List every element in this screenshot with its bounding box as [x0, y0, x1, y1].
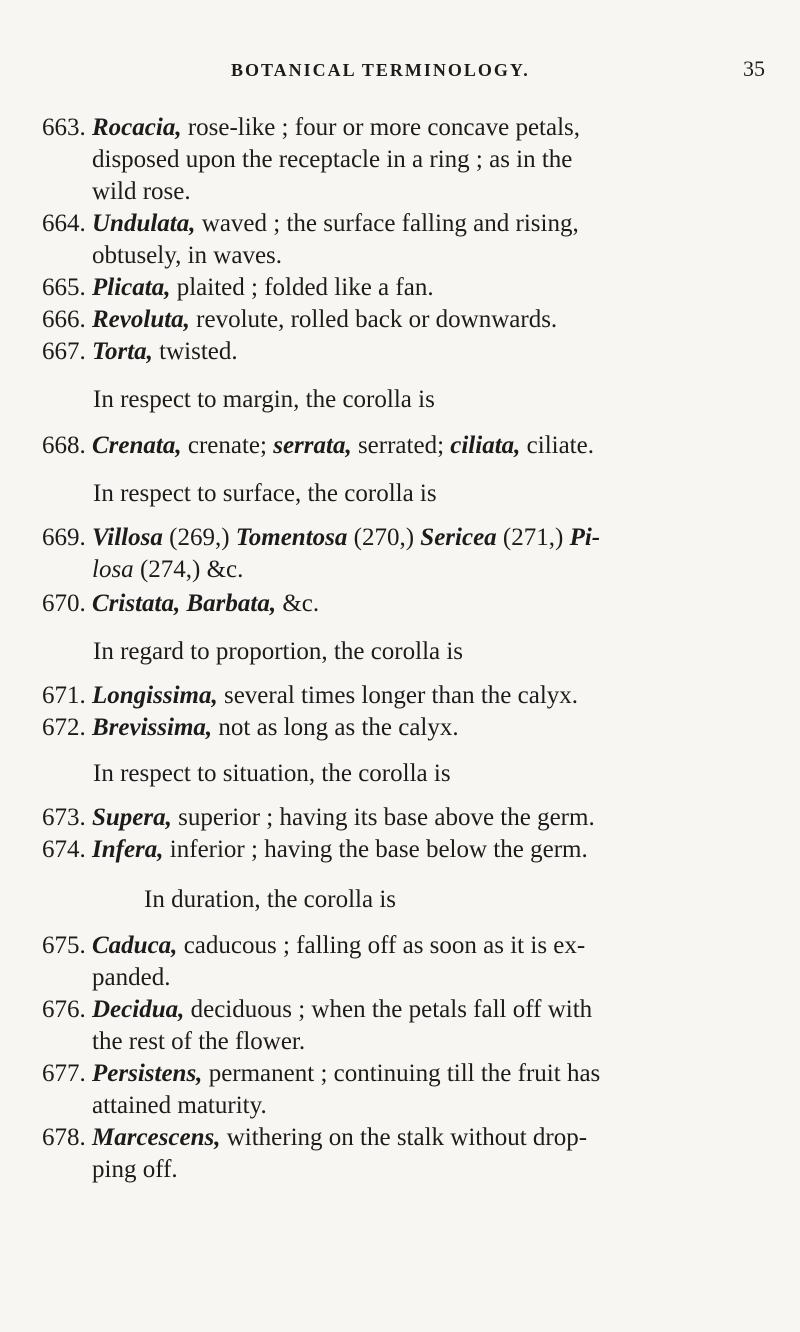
entry-text: serrated; — [351, 432, 451, 459]
entry-number: 670. — [42, 590, 86, 617]
entry-term: Crenata, — [92, 432, 182, 459]
entry-text: the rest of the flower. — [92, 1028, 306, 1055]
entry-text: inferior ; having the base below the germ. — [163, 836, 588, 863]
entry-text: deciduous ; when the petals fall off with — [184, 996, 593, 1023]
section-heading: In duration, the corolla is — [144, 886, 397, 913]
entry-text: disposed upon the receptacle in a ring ; as in the — [92, 146, 573, 173]
entry-text: crenate; — [181, 432, 274, 459]
entry-text: plaited ; folded like a fan. — [170, 274, 434, 301]
entry-668 — [42, 430, 642, 462]
section-heading: In respect to margin, the corolla is — [93, 386, 435, 413]
entry-677 — [42, 1058, 642, 1122]
entry-665 — [42, 272, 642, 304]
entry-number: 669. — [42, 524, 86, 551]
entry-673 — [42, 802, 642, 834]
entry-number: 676. — [42, 996, 86, 1023]
running-head: BOTANICAL TERMINOLOGY. — [231, 60, 530, 80]
page-number: 35 — [743, 56, 765, 81]
entry-text: (271,) — [496, 524, 570, 551]
entry-term: Longissima, — [92, 682, 218, 709]
entry-number: 665. — [42, 274, 86, 301]
entry-number: 668. — [42, 432, 86, 459]
entry-666 — [42, 304, 642, 336]
entry-text: &c. — [276, 590, 320, 617]
section-heading: In respect to surface, the corolla is — [93, 480, 437, 507]
entry-text: obtusely, in waves. — [92, 242, 283, 269]
entry-number: 667. — [42, 338, 86, 365]
entry-669 — [42, 522, 642, 586]
entry-term: Supera, — [92, 804, 172, 831]
entry-term: Plicata, — [92, 274, 171, 301]
entry-number: 678. — [42, 1124, 86, 1151]
entry-number: 677. — [42, 1060, 86, 1087]
entry-term: Torta, — [92, 338, 153, 365]
entry-text: twisted. — [152, 338, 238, 365]
entry-675 — [42, 930, 642, 994]
entry-664 — [42, 208, 642, 272]
section-heading: In regard to proportion, the corolla is — [93, 638, 464, 665]
entry-670 — [42, 588, 642, 620]
entry-number: 673. — [42, 804, 86, 831]
entry-number: 675. — [42, 932, 86, 959]
entry-term: Villosa — [92, 524, 163, 551]
entry-term: Brevissima, — [92, 714, 213, 741]
entry-term: Decidua, — [92, 996, 185, 1023]
entry-text: attained maturity. — [92, 1092, 267, 1119]
entry-text: (269,) — [162, 524, 236, 551]
entry-number: 672. — [42, 714, 86, 741]
entry-text: (270,) — [347, 524, 421, 551]
entry-number: 666. — [42, 306, 86, 333]
entry-term: serrata, — [273, 432, 352, 459]
entry-text: withering on the stalk without drop- — [220, 1124, 588, 1151]
entry-text: ciliate. — [520, 432, 594, 459]
entry-text: waved ; the surface falling and rising, — [195, 210, 579, 237]
entry-text: rose-like ; four or more concave petals, — [181, 114, 581, 141]
entry-term: Rocacia, — [92, 114, 182, 141]
entry-term: Undulata, — [92, 210, 196, 237]
entry-663 — [42, 112, 642, 208]
entry-term: Sericea — [420, 524, 497, 551]
entry-text: wild rose. — [92, 178, 191, 205]
entry-term: Revoluta, — [92, 306, 190, 333]
entry-number: 671. — [42, 682, 86, 709]
entry-667 — [42, 336, 642, 368]
entry-text: several times longer than the calyx. — [217, 682, 579, 709]
entry-term: Caduca, — [92, 932, 178, 959]
entry-term: Marcescens, — [92, 1124, 221, 1151]
entry-number: 664. — [42, 210, 86, 237]
entry-text: superior ; having its base above the germ. — [171, 804, 595, 831]
entry-671 — [42, 680, 642, 712]
entry-678 — [42, 1122, 642, 1186]
entry-text: (274,) &c. — [133, 556, 244, 583]
entry-672 — [42, 712, 642, 744]
entry-term: Infera, — [92, 836, 164, 863]
entry-term: Cristata, Barbata, — [92, 590, 277, 617]
section-heading: In respect to situation, the corolla is — [93, 760, 451, 787]
entry-term: Tomentosa — [235, 524, 348, 551]
entry-text: panded. — [92, 964, 171, 991]
entry-text: revolute, rolled back or downwards. — [189, 306, 558, 333]
entry-text: caducous ; falling off as soon as it is ex- — [177, 932, 586, 959]
entry-number: 674. — [42, 836, 86, 863]
entry-term: ciliata, — [450, 432, 521, 459]
entry-text: not as long as the calyx. — [212, 714, 459, 741]
entry-number: 663. — [42, 114, 86, 141]
entry-term: Pi- — [569, 524, 601, 551]
entry-text: ping off. — [92, 1156, 178, 1183]
entry-term: losa — [92, 556, 134, 583]
entry-676 — [42, 994, 642, 1058]
entry-text: permanent ; continuing till the fruit has — [202, 1060, 601, 1087]
entry-674 — [42, 834, 642, 866]
entry-term: Persistens, — [92, 1060, 203, 1087]
